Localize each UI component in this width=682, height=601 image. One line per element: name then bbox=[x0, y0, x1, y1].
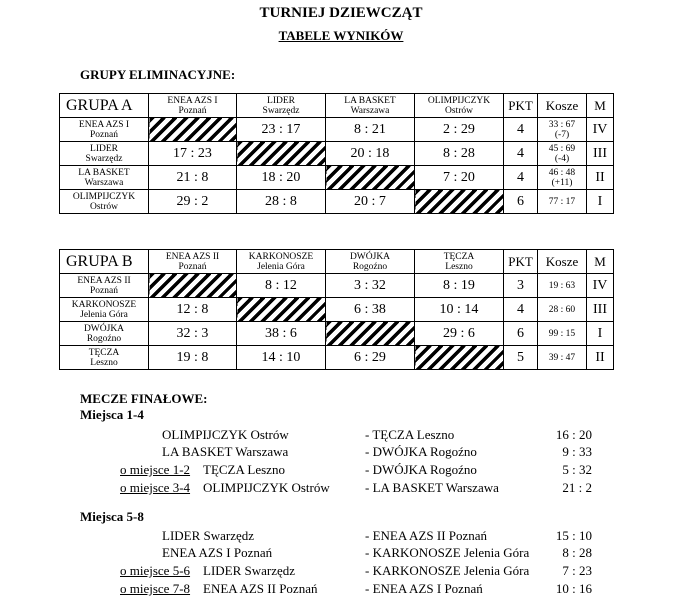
group-row bbox=[60, 142, 614, 166]
place-cell: III bbox=[587, 298, 614, 322]
kosze-diff: (-7) bbox=[554, 129, 570, 140]
team-city: Ostrów bbox=[445, 105, 473, 116]
group-table bbox=[59, 93, 614, 214]
group-name: GRUPA A bbox=[60, 94, 149, 118]
place-cell: II bbox=[587, 166, 614, 190]
hatched-cell bbox=[326, 166, 415, 190]
group-name: GRUPA B bbox=[60, 250, 149, 274]
match-result: 5 : 32 bbox=[562, 462, 592, 477]
team-city: Poznań bbox=[90, 129, 118, 140]
score-cell: 12 : 8 bbox=[149, 298, 237, 322]
match-home-team: ENEA AZS I Poznań bbox=[162, 545, 273, 560]
column-team-header bbox=[237, 250, 326, 274]
hatched-cell bbox=[149, 118, 237, 142]
match-home-team: OLIMPIJCZYK Ostrów bbox=[203, 480, 330, 495]
pkt-cell: 6 bbox=[504, 190, 538, 214]
finals-title: MECZE FINAŁOWE: bbox=[80, 391, 208, 406]
hatched-cell bbox=[415, 190, 504, 214]
score-cell: 19 : 8 bbox=[149, 346, 237, 370]
team-name: DWÓJKA bbox=[83, 323, 125, 334]
team-name: OLIMPIJCZYK bbox=[427, 95, 491, 106]
match-round-label: o miejsce 3-4 bbox=[120, 480, 191, 495]
team-name: LA BASKET bbox=[78, 167, 130, 178]
score-cell: 38 : 6 bbox=[237, 322, 326, 346]
column-team-header bbox=[415, 250, 504, 274]
score-cell: 2 : 29 bbox=[415, 118, 504, 142]
team-name: TĘCZA bbox=[88, 347, 120, 358]
team-city: Leszno bbox=[445, 261, 473, 272]
kosze-header: Kosze bbox=[538, 94, 587, 118]
team-city: Poznań bbox=[178, 261, 207, 272]
kosze-cell bbox=[538, 142, 587, 166]
team-name: LIDER bbox=[90, 143, 118, 154]
column-team-header bbox=[237, 94, 326, 118]
pkt-header: PKT bbox=[504, 94, 538, 118]
team-city: Warszawa bbox=[350, 105, 390, 116]
team-city: Jelenia Góra bbox=[257, 261, 305, 272]
team-city: Rogoźno bbox=[352, 261, 388, 272]
match-result: 15 : 10 bbox=[555, 528, 592, 543]
m-header: M bbox=[587, 94, 614, 118]
match-home-team: LIDER Swarzędz bbox=[162, 528, 255, 543]
team-name: ENEA AZS I bbox=[78, 119, 130, 130]
score-cell: 7 : 20 bbox=[415, 166, 504, 190]
row-team-name bbox=[60, 322, 149, 346]
match-away-team: - TĘCZA Leszno bbox=[365, 427, 455, 442]
score-cell: 32 : 3 bbox=[149, 322, 237, 346]
place-cell: IV bbox=[587, 118, 614, 142]
pkt-cell: 4 bbox=[504, 118, 538, 142]
match-home-team: ENEA AZS II Poznań bbox=[203, 581, 318, 596]
team-name: OLIMPIJCZYK bbox=[72, 191, 136, 202]
score-cell: 6 : 29 bbox=[326, 346, 415, 370]
group-row bbox=[60, 190, 614, 214]
team-city: Swarzędz bbox=[85, 153, 123, 164]
row-team-name bbox=[60, 190, 149, 214]
team-name: ENEA AZS II bbox=[165, 251, 220, 262]
group-row bbox=[60, 118, 614, 142]
place-cell: I bbox=[587, 322, 614, 346]
group-row bbox=[60, 346, 614, 370]
kosze-value: 46 : 48 bbox=[548, 167, 576, 178]
kosze-diff: (+11) bbox=[551, 177, 573, 188]
score-cell: 18 : 20 bbox=[237, 166, 326, 190]
team-city: Poznań bbox=[90, 285, 118, 296]
row-team-name bbox=[60, 166, 149, 190]
place-cell: II bbox=[587, 346, 614, 370]
pkt-cell: 4 bbox=[504, 166, 538, 190]
team-name: ENEA AZS I bbox=[167, 95, 218, 106]
pkt-header: PKT bbox=[504, 250, 538, 274]
score-cell: 8 : 21 bbox=[326, 118, 415, 142]
team-name: TĘCZA bbox=[443, 251, 475, 262]
score-cell: 14 : 10 bbox=[237, 346, 326, 370]
column-team-header bbox=[415, 94, 504, 118]
pkt-cell: 3 bbox=[504, 274, 538, 298]
score-cell: 8 : 12 bbox=[237, 274, 326, 298]
score-cell: 28 : 8 bbox=[237, 190, 326, 214]
score-cell: 29 : 6 bbox=[415, 322, 504, 346]
kosze-diff: (-4) bbox=[554, 153, 570, 164]
match-away-team: - DWÓJKA Rogoźno bbox=[365, 462, 477, 477]
match-away-team: - ENEA AZS I Poznań bbox=[365, 581, 483, 596]
hatched-cell bbox=[415, 346, 504, 370]
score-cell: 3 : 32 bbox=[326, 274, 415, 298]
hatched-cell bbox=[149, 274, 237, 298]
column-team-header bbox=[149, 250, 237, 274]
row-team-name bbox=[60, 346, 149, 370]
score-cell: 17 : 23 bbox=[149, 142, 237, 166]
match-result: 7 : 23 bbox=[562, 563, 592, 578]
row-team-name bbox=[60, 142, 149, 166]
row-team-name bbox=[60, 118, 149, 142]
kosze-cell bbox=[538, 346, 587, 370]
subtitle-text: TABELE WYNIKÓW bbox=[278, 28, 404, 43]
team-city: Ostrów bbox=[90, 201, 118, 212]
hatched-cell bbox=[326, 322, 415, 346]
match-away-team: - LA BASKET Warszawa bbox=[365, 480, 499, 495]
score-cell: 8 : 28 bbox=[415, 142, 504, 166]
match-home-team: OLIMPIJCZYK Ostrów bbox=[162, 427, 289, 442]
place-cell: I bbox=[587, 190, 614, 214]
match-away-team: - KARKONOSZE Jelenia Góra bbox=[365, 563, 530, 578]
team-name: LIDER bbox=[267, 95, 295, 106]
m-header: M bbox=[587, 250, 614, 274]
kosze-value: 33 : 67 bbox=[548, 119, 576, 130]
place-cell: III bbox=[587, 142, 614, 166]
score-cell: 10 : 14 bbox=[415, 298, 504, 322]
team-name: ENEA AZS II bbox=[77, 275, 131, 286]
document-subtitle bbox=[0, 28, 682, 44]
match-result: 21 : 2 bbox=[562, 480, 592, 495]
kosze-value: 28 : 60 bbox=[548, 304, 576, 315]
team-city: Swarzędz bbox=[262, 105, 300, 116]
place-cell: IV bbox=[587, 274, 614, 298]
match-result: 16 : 20 bbox=[555, 427, 592, 442]
kosze-value: 45 : 69 bbox=[548, 143, 576, 154]
match-home-team: LA BASKET Warszawa bbox=[162, 444, 289, 459]
kosze-value: 39 : 47 bbox=[548, 352, 576, 363]
team-name: DWÓJKA bbox=[349, 251, 391, 262]
finals-block-title: Miejsca 1-4 bbox=[80, 407, 144, 422]
team-city: Warszawa bbox=[84, 177, 124, 188]
group-row bbox=[60, 274, 614, 298]
section-title: GRUPY ELIMINACYJNE: bbox=[80, 67, 236, 82]
group-header-row bbox=[60, 94, 614, 118]
team-city: Jelenia Góra bbox=[80, 309, 128, 320]
team-city: Rogoźno bbox=[86, 333, 122, 344]
match-round-label: o miejsce 1-2 bbox=[120, 462, 191, 477]
kosze-cell bbox=[538, 118, 587, 142]
team-city: Leszno bbox=[90, 357, 118, 368]
team-city: Poznań bbox=[178, 105, 207, 116]
match-away-team: - ENEA AZS II Poznań bbox=[365, 528, 488, 543]
match-home-team: TĘCZA Leszno bbox=[203, 462, 285, 477]
row-team-name bbox=[60, 274, 149, 298]
kosze-cell bbox=[538, 274, 587, 298]
hatched-cell bbox=[237, 142, 326, 166]
match-result: 10 : 16 bbox=[555, 581, 592, 596]
score-cell: 23 : 17 bbox=[237, 118, 326, 142]
kosze-value: 19 : 63 bbox=[548, 280, 576, 291]
team-name: KARKONOSZE bbox=[71, 299, 137, 310]
score-cell: 20 : 18 bbox=[326, 142, 415, 166]
kosze-header: Kosze bbox=[538, 250, 587, 274]
match-home-team: LIDER Swarzędz bbox=[203, 563, 296, 578]
column-team-header bbox=[326, 250, 415, 274]
score-cell: 6 : 38 bbox=[326, 298, 415, 322]
score-cell: 8 : 19 bbox=[415, 274, 504, 298]
column-team-header bbox=[149, 94, 237, 118]
row-team-name bbox=[60, 298, 149, 322]
pkt-cell: 4 bbox=[504, 142, 538, 166]
match-round-label: o miejsce 7-8 bbox=[120, 581, 191, 596]
pkt-cell: 5 bbox=[504, 346, 538, 370]
score-cell: 29 : 2 bbox=[149, 190, 237, 214]
match-result: 8 : 28 bbox=[562, 545, 592, 560]
group-row bbox=[60, 322, 614, 346]
team-name: LA BASKET bbox=[344, 95, 396, 106]
match-away-team: - KARKONOSZE Jelenia Góra bbox=[365, 545, 530, 560]
kosze-cell bbox=[538, 190, 587, 214]
match-away-team: - DWÓJKA Rogoźno bbox=[365, 444, 477, 459]
pkt-cell: 6 bbox=[504, 322, 538, 346]
kosze-cell bbox=[538, 298, 587, 322]
document-title: TURNIEJ DZIEWCZĄT bbox=[259, 5, 423, 21]
kosze-cell bbox=[538, 166, 587, 190]
match-result: 9 : 33 bbox=[562, 444, 592, 459]
group-row bbox=[60, 298, 614, 322]
finals-block-title: Miejsca 5-8 bbox=[80, 509, 144, 524]
group-row bbox=[60, 166, 614, 190]
group-header-row bbox=[60, 250, 614, 274]
column-team-header bbox=[326, 94, 415, 118]
pkt-cell: 4 bbox=[504, 298, 538, 322]
hatched-cell bbox=[237, 298, 326, 322]
group-table bbox=[59, 249, 614, 370]
team-name: KARKONOSZE bbox=[248, 251, 314, 262]
match-round-label: o miejsce 5-6 bbox=[120, 563, 191, 578]
kosze-value: 99 : 15 bbox=[548, 328, 576, 339]
score-cell: 20 : 7 bbox=[326, 190, 415, 214]
kosze-value: 77 : 17 bbox=[548, 196, 576, 207]
kosze-cell bbox=[538, 322, 587, 346]
score-cell: 21 : 8 bbox=[149, 166, 237, 190]
